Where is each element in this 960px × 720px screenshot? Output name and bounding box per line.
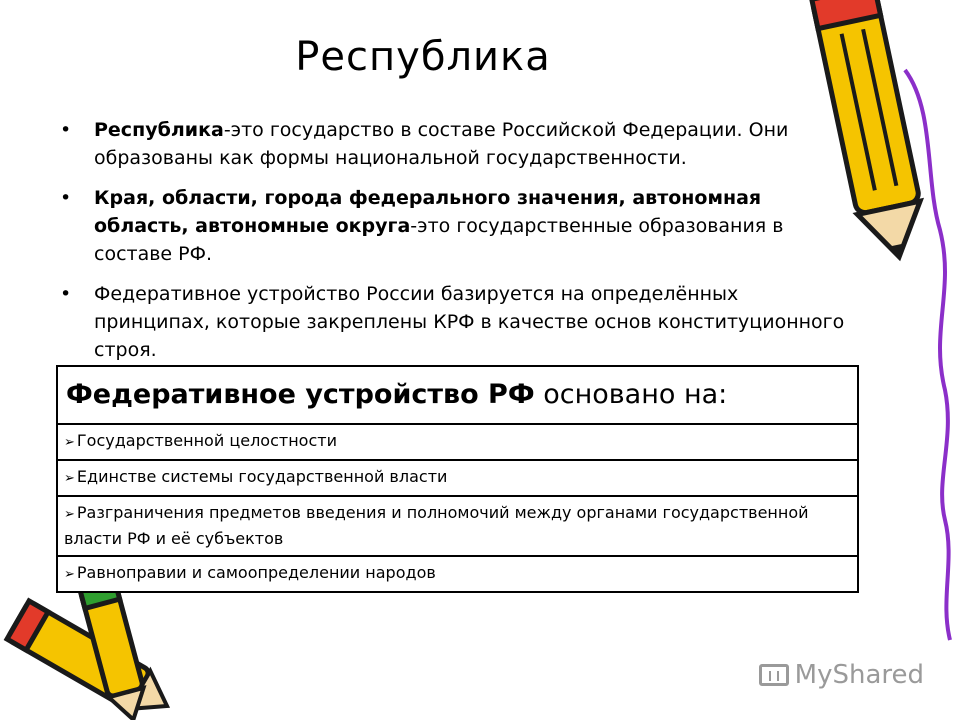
principles-header-bold: Федеративное устройство РФ xyxy=(66,379,535,410)
bullet-dot-icon: • xyxy=(60,187,72,209)
bullet-item xyxy=(58,116,848,172)
bullet-item xyxy=(58,184,848,268)
principles-table xyxy=(56,365,859,593)
principle-text: Разграничения предметов введения и полномочий между органами государственной власти РФ и её субъектов xyxy=(64,503,809,548)
bullet-text: -это государственные образования в составе РФ. xyxy=(94,215,784,265)
arrow-marker-icon: ➢ xyxy=(64,507,75,522)
bullet-text: Федеративное устройство России базируется на определённых принципах, которые закреплены КРФ в качестве основ конституционного строя. xyxy=(94,283,845,361)
bullet-item xyxy=(58,280,848,364)
bullet-dot-icon: • xyxy=(60,119,72,141)
principle-row xyxy=(58,425,857,461)
page-title: Республика xyxy=(295,34,551,80)
arrow-marker-icon: ➢ xyxy=(64,567,75,582)
presentation-icon xyxy=(759,664,789,686)
principle-text: Государственной целостности xyxy=(76,431,337,450)
bullet-list xyxy=(58,116,848,376)
arrow-marker-icon: ➢ xyxy=(64,471,75,486)
arrow-marker-icon: ➢ xyxy=(64,435,75,450)
principle-row xyxy=(58,557,857,591)
bullet-bold-text: Республика xyxy=(94,119,224,141)
principle-text: Единстве системы государственной власти xyxy=(76,467,448,486)
principle-row xyxy=(58,461,857,497)
bullet-dot-icon: • xyxy=(60,283,72,305)
principle-text: Равноправии и самоопределении народов xyxy=(76,563,436,582)
bullet-bold-text: Края, области, города федерального значения, автономная область, автономные округа xyxy=(94,187,762,237)
watermark-logo xyxy=(759,660,924,690)
principle-row xyxy=(58,497,857,557)
bullet-text: -это государство в составе Российской Федерации. Они образованы как формы национальной государственности. xyxy=(94,119,789,169)
principles-table-header xyxy=(58,367,857,425)
watermark-text: MyShared xyxy=(794,660,924,690)
principles-header-rest: основано на: xyxy=(534,379,728,410)
